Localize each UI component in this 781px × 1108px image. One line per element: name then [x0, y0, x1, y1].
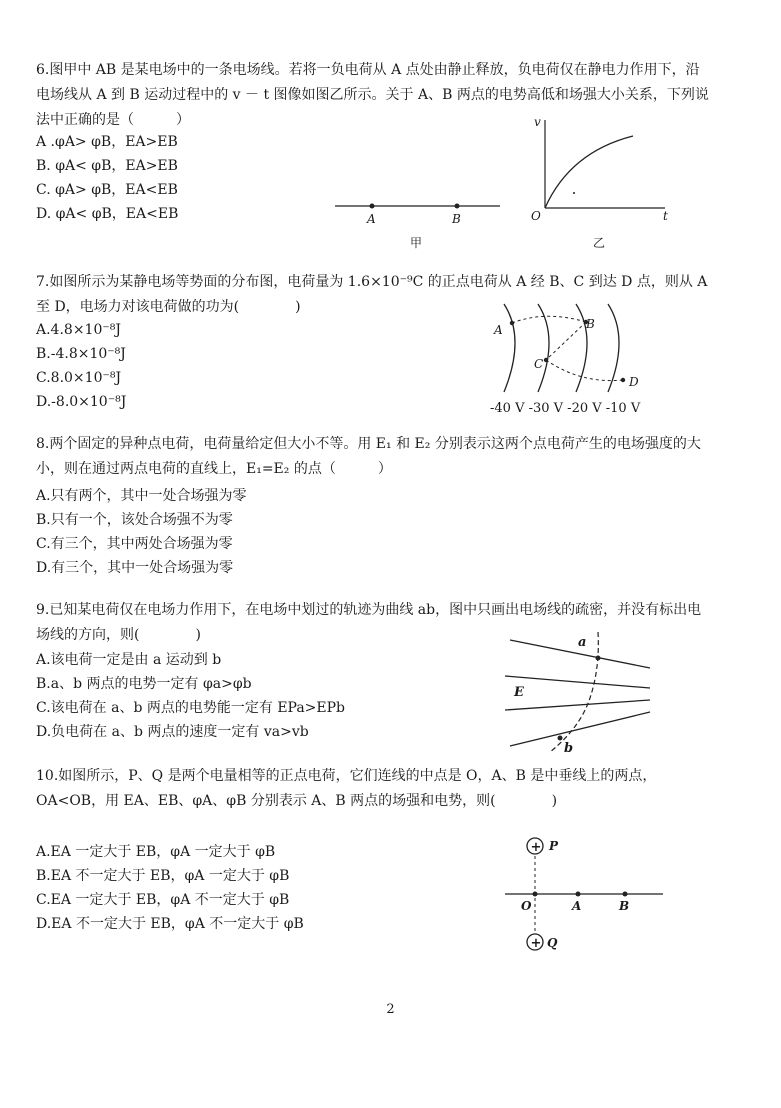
point-b — [455, 204, 460, 209]
option-b: B.EA 不一定大于 EB，φA 一定大于 φB — [36, 868, 290, 884]
option-c: C.该电荷在 a、b 两点的电势能一定有 EPa>EPb — [36, 700, 346, 716]
option-a: A.EA 一定大于 EB，φA 一定大于 φB — [36, 844, 276, 860]
label-a: A — [572, 899, 582, 913]
path-b-c — [546, 322, 586, 360]
point-a — [576, 892, 581, 897]
question-8-options — [36, 484, 247, 580]
label-c: C — [534, 357, 544, 371]
axis-v-label: v — [534, 115, 541, 129]
point-o — [533, 892, 538, 897]
equipotential-40 — [504, 304, 515, 392]
option-d: D.EA 不一定大于 EB，φA 不一定大于 φB — [36, 916, 304, 932]
v-t-curve — [545, 136, 633, 208]
plus-p: + — [530, 840, 542, 855]
question-9-stem: 9.已知某电荷仅在电场力作用下，在电场中划过的轨迹为曲线 ab，图中只画出电场线的疏密，并没有标出电场线的方向，则( ) — [36, 602, 702, 643]
origin-label: O — [531, 209, 541, 223]
option-c: C.有三个，其中两处合场强为零 — [36, 536, 233, 552]
option-c: C.EA 一定大于 EB，φA 不一定大于 φB — [36, 892, 290, 908]
label-b: B — [586, 317, 595, 331]
label-d: D — [629, 375, 639, 389]
option-a: A.该电荷一定是由 a 运动到 b — [36, 652, 222, 668]
label-b: B — [619, 899, 630, 913]
equipotential-30 — [538, 304, 549, 392]
plus-q: + — [530, 936, 542, 951]
field-line-3 — [505, 700, 650, 710]
option-b: B. φA< φB，EA>EB — [36, 158, 178, 174]
question-10 — [36, 764, 712, 814]
field-line-2 — [505, 676, 650, 688]
label-q: Q — [547, 936, 558, 950]
figure-charges — [505, 828, 665, 958]
option-a: A.只有两个，其中一处合场强为零 — [36, 488, 247, 504]
question-10-options — [36, 840, 304, 936]
question-7-stem: 7.如图所示为某静电场等势面的分布图，电荷量为 1.6×10⁻⁹C 的正点电荷从 A 经 B、C 到达 D 点，则从 A 至 D，电场力对该电荷做的功为( ) — [36, 274, 708, 315]
figure-jia — [330, 190, 510, 250]
point-a — [596, 656, 601, 661]
point-a — [510, 321, 514, 325]
question-6-options — [36, 130, 178, 226]
option-d: D.负电荷在 a、b 两点的速度一定有 va>vb — [36, 724, 309, 740]
label-b: b — [564, 741, 574, 756]
question-9-options — [36, 648, 345, 744]
option-c: C. φA> φB，EA<EB — [36, 182, 178, 198]
caption-yi: 乙 — [593, 236, 606, 250]
potential-labels: -40 V -30 V -20 V -10 V — [490, 401, 641, 416]
question-8 — [36, 432, 712, 482]
path-a-b — [512, 316, 586, 323]
option-a: A .φA> φB，EA>EB — [36, 134, 178, 150]
point-b — [623, 892, 628, 897]
option-d: D. φA< φB，EA<EB — [36, 206, 179, 222]
label-a: a — [578, 635, 587, 650]
option-d: D.有三个，其中一处合场强为零 — [36, 560, 234, 576]
label-o: O — [521, 899, 532, 913]
label-e: E — [514, 685, 524, 700]
option-b: B.a、b 两点的电势一定有 φa>φb — [36, 676, 252, 692]
axis-t-label: t — [663, 209, 668, 223]
figure-yi — [525, 112, 675, 252]
option-b: B.只有一个，该处合场强不为零 — [36, 512, 233, 528]
question-8-stem: 8.两个固定的异种点电荷，电荷量给定但大小不等。用 E₁ 和 E₂ 分别表示这两个点电荷产生的电场强度的大小，则在通过两点电荷的直线上，E₁=E₂ 的点（ ） — [36, 436, 701, 477]
page-number: 2 — [386, 1002, 395, 1017]
label-p: P — [549, 839, 559, 853]
question-7-options — [36, 318, 126, 414]
option-d: D.-8.0×10⁻⁸J — [36, 394, 127, 410]
caption-jia: 甲 — [410, 236, 423, 250]
point-b — [558, 736, 563, 741]
figure-equipotential — [486, 298, 666, 420]
equipotential-10 — [608, 304, 619, 392]
figure-field-lines — [500, 628, 660, 758]
question-10-stem: 10.如图所示，P、Q 是两个电量相等的正点电荷，它们连线的中点是 O，A、B 是中垂线上的两点，OA<OB，用 EA、EB、φA、φB 分别表示 A、B 两点的场强和电势，则( ) — [36, 768, 657, 809]
label-a: A — [367, 212, 376, 226]
point-d — [621, 378, 625, 382]
option-c: C.8.0×10⁻⁸J — [36, 370, 122, 386]
question-6-stem: 6.图甲中 AB 是某电场中的一条电场线。若将一负电荷从 A 点处由静止释放，负电荷仅在静电力作用下，沿电场线从 A 到 B 运动过程中的 v － t 图像如图乙所示。关于 A、B 两点的电势高低和场强大小关系，下列说法中正确的是（ ） — [36, 62, 709, 128]
point-c — [544, 358, 548, 362]
field-line-4 — [510, 712, 650, 746]
label-a: A — [494, 323, 503, 337]
label-b: B — [452, 212, 461, 226]
option-a: A.4.8×10⁻⁸J — [36, 322, 121, 338]
option-b: B.-4.8×10⁻⁸J — [36, 346, 126, 362]
point-a — [370, 204, 375, 209]
speck — [573, 192, 575, 194]
